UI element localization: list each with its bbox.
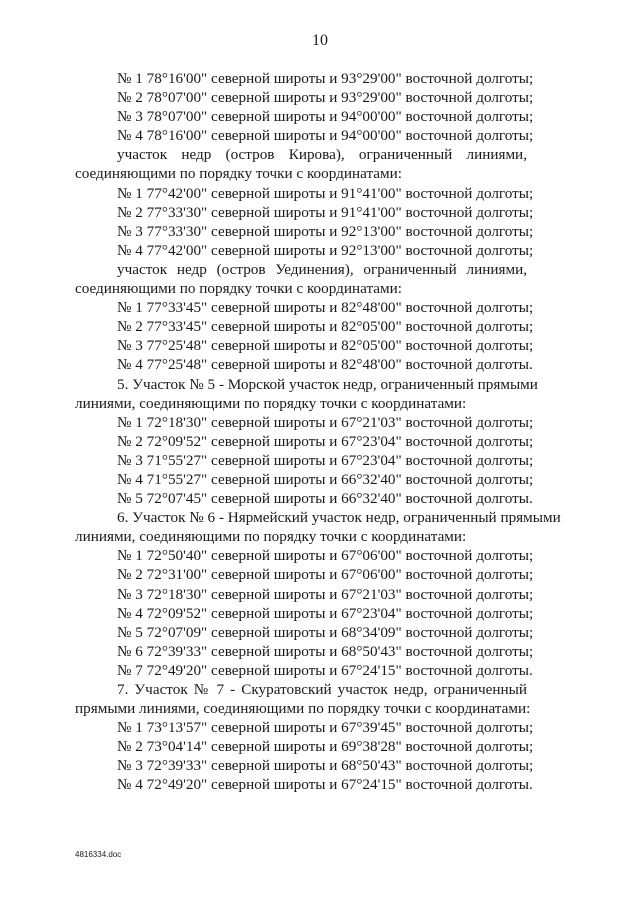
coordinate-line: № 4 72°49'20" северной широты и 67°24'15" восточной долготы. [117,776,533,794]
coordinate-line: № 2 77°33'45" северной широты и 82°05'00" восточной долготы; [117,318,534,336]
paragraph-continuation-line: линиями, соединяющими по порядку точки с координатами: [75,528,467,546]
coordinate-line: № 4 77°25'48" северной широты и 82°48'00" восточной долготы. [117,356,533,374]
coordinate-line: № 2 77°33'30" северной широты и 91°41'00" восточной долготы; [117,203,534,221]
paragraph-continuation-line: прямыми линиями, соединяющими по порядку точки с координатами: [75,700,531,718]
paragraph-continuation-line: соединяющими по порядку точки с координатами: [75,280,402,298]
coordinate-line: № 1 78°16'00" северной широты и 93°29'00" восточной долготы; [117,70,534,87]
coordinate-line: № 4 72°09'52" северной широты и 67°23'04" восточной долготы; [117,604,534,622]
document-body [75,69,561,795]
coordinate-line: № 1 77°42'00" северной широты и 91°41'00" восточной долготы; [117,184,534,202]
coordinate-line: № 2 73°04'14" северной широты и 69°38'28" восточной долготы; [117,738,534,756]
paragraph-continuation-line: соединяющими по порядку точки с координатами: [75,165,402,183]
paragraph-continuation-line: линиями, соединяющими по порядку точки с координатами: [75,394,467,412]
paragraph-heading-line: 6. Участок № 6 - Нярмейский участок недр, ограниченный прямыми [117,509,561,527]
coordinate-line: № 3 72°39'33" северной широты и 68°50'43" восточной долготы; [117,757,534,775]
paragraph-heading-line: 7. Участок № 7 - Скуратовский участок недр, ограниченный [117,681,527,698]
coordinate-line: № 3 78°07'00" северной широты и 94°00'00" восточной долготы; [117,108,534,126]
coordinate-line: № 4 78°16'00" северной широты и 94°00'00" восточной долготы; [117,127,534,145]
footer-filename: 4816334.doc [75,850,122,859]
coordinate-line: № 2 72°31'00" северной широты и 67°06'00" восточной долготы; [117,566,534,584]
paragraph-heading-line: участок недр (остров Кирова), ограниченный линиями, [117,146,527,164]
coordinate-line: № 1 77°33'45" северной широты и 82°48'00" восточной долготы; [117,299,534,317]
coordinate-line: № 3 77°33'30" северной широты и 92°13'00" восточной долготы; [117,222,534,240]
paragraph-heading-line: участок недр (остров Уединения), ограниченный линиями, [117,260,527,278]
coordinate-line: № 5 72°07'09" северной широты и 68°34'09" восточной долготы; [117,623,534,641]
coordinate-line: № 3 77°25'48" северной широты и 82°05'00" восточной долготы; [117,337,534,355]
coordinate-line: № 4 71°55'27" северной широты и 66°32'40" восточной долготы; [117,470,534,488]
coordinate-line: № 3 71°55'27" северной широты и 67°23'04" восточной долготы; [117,451,534,469]
coordinate-line: № 2 78°07'00" северной широты и 93°29'00" восточной долготы; [117,89,534,107]
coordinate-line: № 4 77°42'00" северной широты и 92°13'00" восточной долготы; [117,241,534,259]
coordinate-line: № 3 72°18'30" северной широты и 67°21'03" восточной долготы; [117,585,534,603]
coordinate-line: № 7 72°49'20" северной широты и 67°24'15" восточной долготы. [117,661,533,679]
coordinate-line: № 1 72°50'40" северной широты и 67°06'00" восточной долготы; [117,547,534,565]
coordinate-line: № 1 72°18'30" северной широты и 67°21'03" восточной долготы; [117,413,534,431]
page-number: 10 [312,32,328,49]
coordinate-line: № 1 73°13'57" северной широты и 67°39'45" восточной долготы; [117,719,534,737]
paragraph-heading-line: 5. Участок № 5 - Морской участок недр, ограниченный прямыми [117,375,538,393]
coordinate-line: № 6 72°39'33" северной широты и 68°50'43" восточной долготы; [117,642,534,660]
coordinate-line: № 5 72°07'45" северной широты и 66°32'40" восточной долготы. [117,490,533,508]
coordinate-line: № 2 72°09'52" северной широты и 67°23'04" восточной долготы; [117,432,534,450]
